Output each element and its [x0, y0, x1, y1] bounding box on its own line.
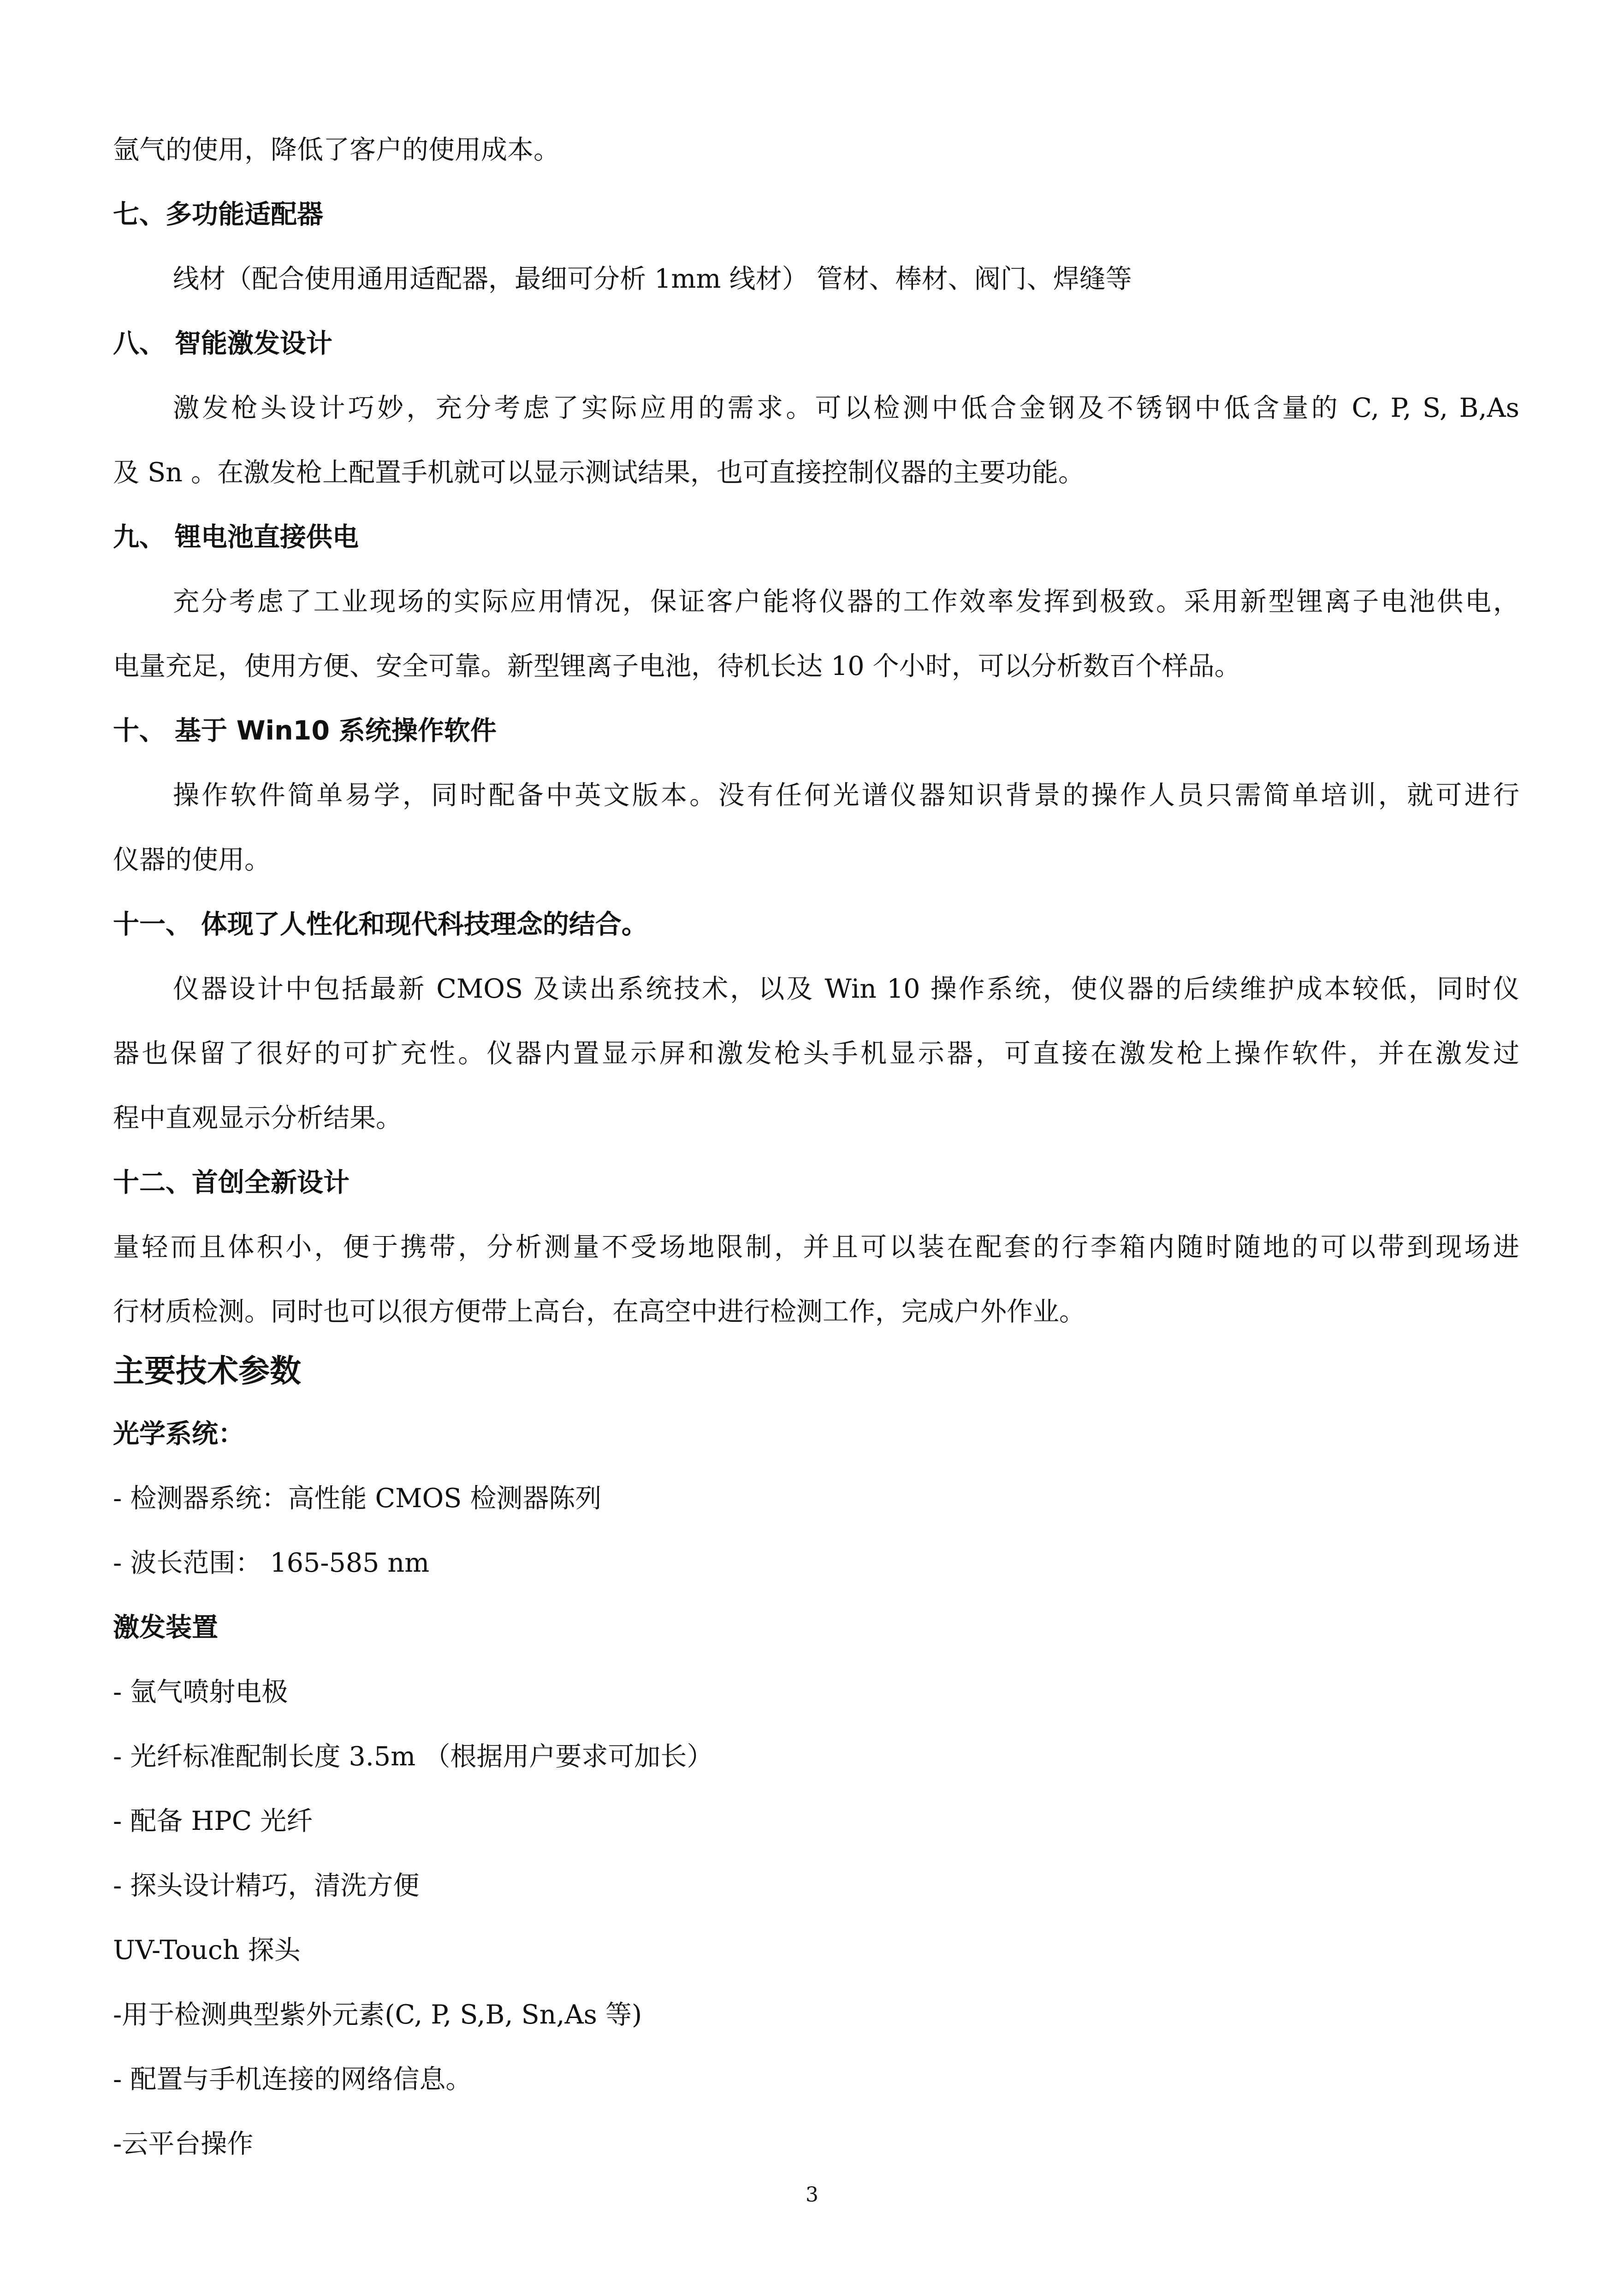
list-item: - 波长范围： 165-585 nm [113, 1548, 430, 1578]
list-item: - 配备 HPC 光纤 [113, 1806, 313, 1836]
list-item: - 探头设计精巧，清洗方便 [113, 1870, 420, 1901]
paragraph-line: 激发枪头设计巧妙，充分考虑了实际应用的需求。可以检测中低合金钢及不锈钢中低含量的 C, P, S, B,As [173, 393, 1519, 423]
list-item: - 氩气喷射电极 [113, 1677, 288, 1707]
heading-12: 十二、首创全新设计 [113, 1167, 350, 1198]
heading-11: 十一、 体现了人性化和现代科技理念的结合。 [113, 909, 648, 940]
list-item: - 检测器系统：高性能 CMOS 检测器陈列 [113, 1483, 602, 1514]
paragraph-line: 充分考虑了工业现场的实际应用情况，保证客户能将仪器的工作效率发挥到极致。采用新型锂离子电池供电， [173, 586, 1519, 617]
heading-7: 七、多功能适配器 [113, 199, 323, 230]
excite-title: 激发装置 [113, 1612, 218, 1643]
list-item: - 配置与手机连接的网络信息。 [113, 2064, 472, 2095]
heading-9: 九、 锂电池直接供电 [113, 522, 359, 552]
list-item: - 光纤标准配制长度 3.5m （根据用户要求可加长） [113, 1741, 713, 1772]
list-item: -用于检测典型紫外元素(C, P, S,B, Sn,As 等) [113, 2000, 642, 2030]
paragraph-line: 线材（配合使用通用适配器，最细可分析 1mm 线材） 管材、棒材、阀门、焊缝等 [173, 264, 1132, 294]
paragraph-line: 仪器的使用。 [113, 845, 271, 875]
paragraph-line: 仪器设计中包括最新 CMOS 及读出系统技术，以及 Win 10 操作系统，使仪器的后续维护成本较低，同时仪 [173, 974, 1519, 1004]
list-item: -云平台操作 [113, 2129, 254, 2159]
heading-8: 八、 智能激发设计 [113, 328, 332, 359]
paragraph-line: 量轻而且体积小，便于携带，分析测量不受场地限制，并且可以装在配套的行李箱内随时随地的可以带到现场进 [113, 1232, 1519, 1262]
heading-10: 十、 基于 Win10 系统操作软件 [113, 716, 497, 746]
optics-title: 光学系统： [113, 1419, 244, 1449]
paragraph-line: 操作软件简单易学，同时配备中英文版本。没有任何光谱仪器知识背景的操作人员只需简单培训，就可进行 [173, 780, 1519, 811]
probe-title: UV-Touch 探头 [113, 1935, 301, 1965]
specs-title: 主要技术参数 [113, 1353, 302, 1390]
page-number: 3 [806, 2183, 818, 2207]
paragraph-line: 电量充足，使用方便、安全可靠。新型锂离子电池，待机长达 10 个小时，可以分析数百个样品。 [113, 651, 1241, 681]
paragraph-line: 及 Sn 。在激发枪上配置手机就可以显示测试结果，也可直接控制仪器的主要功能。 [113, 457, 1085, 488]
paragraph-line: 器也保留了很好的可扩充性。仪器内置显示屏和激发枪头手机显示器，可直接在激发枪上操作软件，并在激发过 [113, 1038, 1519, 1069]
paragraph-line: 行材质检测。同时也可以很方便带上高台，在高空中进行检测工作，完成户外作业。 [113, 1296, 1085, 1327]
paragraph-line: 氩气的使用，降低了客户的使用成本。 [113, 135, 560, 165]
paragraph-line: 程中直观显示分析结果。 [113, 1103, 402, 1133]
